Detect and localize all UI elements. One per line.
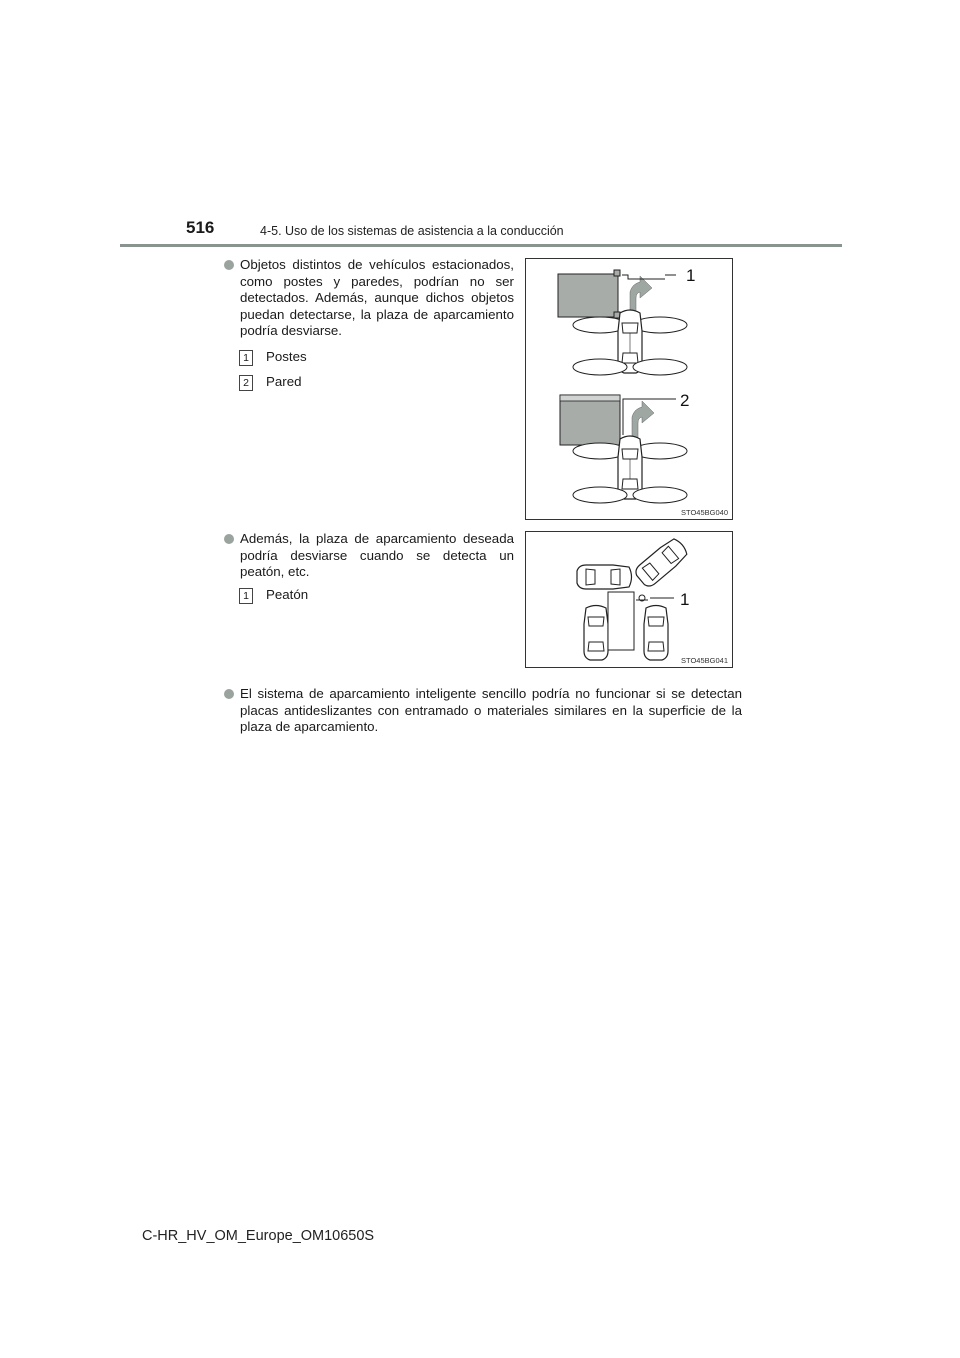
bullet-text: Además, la plaza de aparcamiento deseada podría desviarse cuando se detecta un peatón, etc. — [240, 531, 514, 579]
header-rule — [120, 244, 842, 247]
callout-1-label: 1 — [680, 590, 690, 609]
figure-code: STO45BG041 — [681, 656, 728, 665]
number-box: 2 — [239, 375, 253, 391]
number-box: 1 — [239, 350, 253, 366]
bullet-anti-slip — [240, 686, 742, 736]
legend-item-pared — [243, 374, 302, 389]
bullet-dot-icon — [224, 260, 234, 270]
bullet-text: Objetos distintos de vehículos estacionados, como postes y paredes, podrían no ser detectados. Además, aunque dichos objetos puedan detectarse, la plaza de aparcamiento podría desviarse. — [240, 257, 514, 338]
bullet-dot-icon — [224, 689, 234, 699]
number-box: 1 — [239, 588, 253, 604]
callout-1-label: 1 — [686, 266, 696, 285]
bullet-text: El sistema de aparcamiento inteligente sencillo podría no funcionar si se detectan placas antideslizantes con entramado o materiales similares en la superficie de la plaza de aparcamiento. — [240, 686, 742, 734]
posts-object — [558, 274, 618, 317]
legend-item-postes — [243, 349, 307, 364]
footer-doc-id: C-HR_HV_OM_Europe_OM10650S — [142, 1228, 375, 1244]
wall-object — [560, 395, 620, 445]
legend-label: Pared — [266, 374, 302, 389]
figure-pedestrian — [525, 531, 733, 668]
bullet-dot-icon — [224, 534, 234, 544]
post-marker — [614, 270, 620, 276]
page-number: 516 — [186, 218, 215, 237]
legend-label: Postes — [266, 349, 307, 364]
figure-posts-wall — [525, 258, 733, 520]
figure-code: STO45BG040 — [681, 508, 728, 517]
legend-label: Peatón — [266, 587, 309, 602]
bullet-pedestrian — [240, 531, 514, 581]
bullet-objects — [240, 257, 514, 340]
section-title: 4-5. Uso de los sistemas de asistencia a la conducción — [260, 224, 564, 238]
parking-space — [608, 592, 634, 650]
legend-item-peaton — [243, 587, 309, 602]
callout-2-label: 2 — [680, 391, 690, 410]
